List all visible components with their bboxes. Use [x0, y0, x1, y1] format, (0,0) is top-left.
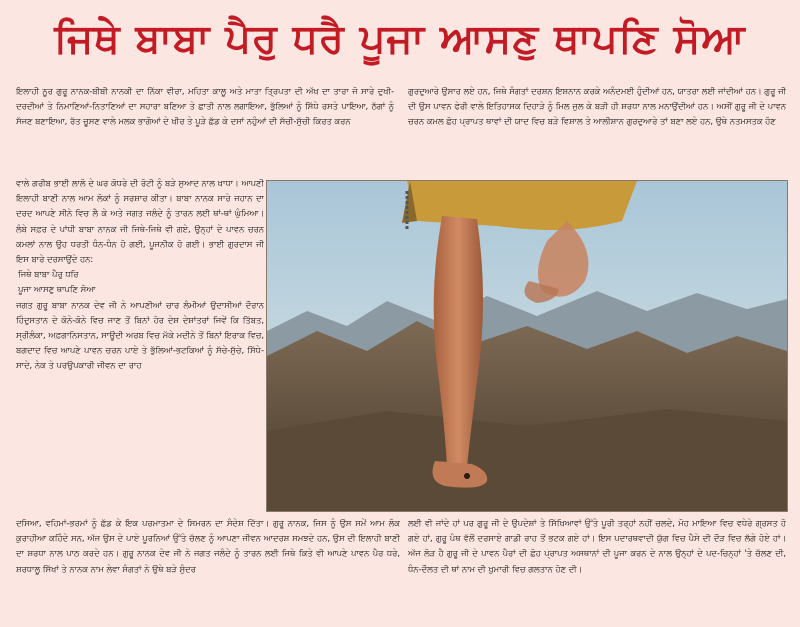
article-column-left-bottom — [16, 516, 400, 622]
paragraph: ਜਗਤ ਗੁਰੂ ਬਾਬਾ ਨਾਨਕ ਦੇਵ ਜੀ ਨੇ ਆਪਣੀਆਂ ਚਾਰ ਲੰਮੀਆਂ ਉਦਾਸੀਆਂ ਦੌਰਾਨ ਹਿੰਦੁਸਤਾਨ ਦੇ ਕੋਨੇ-ਕੋਨੇ ਵਿਚ ਜਾਣ ਤੋਂ ਬਿਨਾਂ ਹੋਰ ਦੇਸ਼ ਦੇਸ਼ਾਂਤਰਾਂ ਜਿਵੇਂ ਕਿ ਤਿੱਬਤ, ਸ੍ਰੀਲੰਕਾ, ਅਫ਼ਗਾਨਿਸਤਾਨ, ਸਾਊਦੀ ਅਰਬ ਵਿਚ ਮੱਕੇ ਮਦੀਨੇ ਤੋਂ ਬਿਨਾਂ ਇਰਾਕ ਵਿਚ, ਬਗਦਾਦ ਵਿਚ ਆਪਣੇ ਪਾਵਨ ਚਰਨ ਪਾਏ ਤੇ ਭੁੱਲਿਆਂ-ਭਟਕਿਆਂ ਨੂੰ ਸੱਚੇ-ਸੁੱਚੇ, ਸਿੱਧੇ-ਸਾਦੇ, ਨੇਕ ਤੇ ਪਰਉਪਕਾਰੀ ਜੀਵਨ ਦਾ ਰਾਹ — [16, 299, 264, 371]
verse-line: ਪੂਜਾ ਆਸਣੁ ਥਾਪਣਿ ਸੋਆ — [18, 284, 96, 295]
article-column-right-bottom — [408, 516, 786, 622]
article-column-left-top — [16, 84, 394, 176]
headline: ਜਿਥੇ ਬਾਬਾ ਪੈਰੁ ਧਰੈ ਪੂਜਾ ਆਸਣੁ ਥਾਪਣਿ ਸੋਆ — [54, 16, 746, 62]
paragraph: ਲਈ ਵੀ ਜਾਂਦੇ ਹਾਂ ਪਰ ਗੁਰੂ ਜੀ ਦੇ ਉਪਦੇਸ਼ਾਂ ਤੇ ਸਿੱਖਿਆਵਾਂ ਉੱਤੇ ਪੂਰੀ ਤਰ੍ਹਾਂ ਨਹੀਂ ਚਲਦੇ, ਮੋਹ ਮਾਇਆ ਵਿਚ ਵਧੇਰੇ ਗ੍ਰਸਤ ਹੋ ਗਏ ਹਾਂ, ਗੁਰੂ ਪੰਥ ਵੱਲੋਂ ਦਰਸਾਏ ਗਾਡੀ ਰਾਹ ਤੋਂ ਭਟਕ ਗਏ ਹਾਂ। ਇਸ ਪਦਾਰਥਵਾਦੀ ਯੁੱਗ ਵਿਚ ਪੈਸੇ ਦੀ ਦੌੜ ਵਿਚ ਲੱਗੇ ਹੋਏ ਹਾਂ। ਅੱਜ ਲੋੜ ਹੈ ਗੁਰੂ ਜੀ ਦੇ ਪਾਵਨ ਪੈਰਾਂ ਦੀ ਛੋਹ ਪ੍ਰਾਪਤ ਅਸਥਾਨਾਂ ਦੀ ਪੂਜਾ ਕਰਨ ਦੇ ਨਾਲ ਉਨ੍ਹਾਂ ਦੇ ਪਦ-ਚਿਨ੍ਹਾਂ 'ਤੇ ਚੱਲਣ ਦੀ, ਧੰਨ-ਦੌਲਤ ਦੀ ਥਾਂ ਨਾਮ ਦੀ ਖ਼ੁਮਾਰੀ ਵਿਚ ਗਲਤਾਨ ਹੋਣ ਦੀ। — [408, 518, 786, 574]
paragraph: ਵਾਲੇ ਗਰੀਬ ਭਾਈ ਲਾਲੋ ਦੇ ਘਰ ਕੋਧਰੇ ਦੀ ਰੋਟੀ ਨੂੰ ਬੜੇ ਸੁਆਦ ਨਾਲ ਖਾਧਾ। ਆਪਣੀ ਇਲਾਹੀ ਬਾਣੀ ਨਾਲ ਆਮ ਲੋਕਾਂ ਨੂੰ ਸਰਸ਼ਾਰ ਕੀਤਾ। ਬਾਬਾ ਨਾਨਕ ਸਾਰੇ ਜਹਾਨ ਦਾ ਦਰਦ ਆਪਣੇ ਸੀਨੇ ਵਿਚ ਲੈ ਕੇ ਅਤੇ ਜਗਤ ਜਲੰਦੇ ਨੂੰ ਤਾਰਨ ਲਈ ਥਾਂ-ਥਾਂ ਘੁੰਮਿਆ। ਲੰਬੇ ਸਫ਼ਰ ਦੇ ਪਾਂਧੀ ਬਾਬਾ ਨਾਨਕ ਜੀ ਜਿਥੇ-ਜਿਥੇ ਵੀ ਗਏ, ਉਨ੍ਹਾਂ ਦੇ ਪਾਵਨ ਚਰਨ ਕਮਲਾਂ ਨਾਲ ਉਹ ਧਰਤੀ ਧੰਨ-ਧੰਨ ਹੋ ਗਈ, ਪੂਜਨੀਕ ਹੋ ਗਈ। ਭਾਈ ਗੁਰਦਾਸ ਜੀ ਇਸ ਬਾਰੇ ਦਰਸਾਉਂਦੇ ਹਨ: — [16, 178, 264, 265]
verse-line: ਜਿਥੇ ਬਾਬਾ ਪੈਰੁ ਧਰਿ — [18, 269, 79, 280]
paragraph: ਗੁਰਦੁਆਰੇ ਉਸਾਰ ਲਏ ਹਨ, ਜਿਥੇ ਸੰਗਤਾਂ ਦਰਸ਼ਨ ਇਸ਼ਨਾਨ ਕਰਕੇ ਅਨੰਦਮਈ ਹੁੰਦੀਆਂ ਹਨ, ਯਾਤਰਾ ਲਈ ਜਾਂਦੀਆਂ ਹਨ। ਗੁਰੂ ਜੀ ਦੀ ਉਸ ਪਾਵਨ ਫੇਰੀ ਵਾਲੇ ਇਤਿਹਾਸਕ ਦਿਹਾੜੇ ਨੂੰ ਮਿਲ ਜੁਲ ਕੇ ਬੜੀ ਹੀ ਸ਼ਰਧਾ ਨਾਲ ਮਨਾਉਂਦੀਆਂ ਹਨ। ਅਸੀਂ ਗੁਰੂ ਜੀ ਦੇ ਪਾਵਨ ਚਰਨ ਕਮਲ ਛੋਹ ਪ੍ਰਾਪਤ ਥਾਵਾਂ ਦੀ ਯਾਦ ਵਿਚ ਬੜੇ ਵਿਸ਼ਾਲ ਤੇ ਆਲੀਸ਼ਾਨ ਗੁਰਦੁਆਰੇ ਤਾਂ ਬਣਾ ਲਏ ਹਨ, ਉਥੇ ਨਤਮਸਤਕ ਹੋਣ — [408, 86, 786, 127]
feature-photo — [266, 180, 788, 512]
walking-feet-illustration — [267, 181, 787, 511]
article-column-left-mid — [16, 176, 264, 516]
paragraph: ਦਸਿਆ, ਵਹਿਮਾਂ-ਭਰਮਾਂ ਨੂੰ ਛੱਡ ਕੇ ਇਕ ਪਰਮਾਤਮਾ ਦੇ ਸਿਮਰਨ ਦਾ ਸੰਦੇਸ਼ ਦਿੱਤਾ। ਗੁਰੂ ਨਾਨਕ, ਜਿਸ ਨੂੰ ਉਸ ਸਮੇਂ ਆਮ ਲੋਕ ਕੁਰਾਹੀਆ ਕਹਿੰਦੇ ਸਨ, ਅੱਜ ਉਸ ਦੇ ਪਾਏ ਪੂਰਨਿਆਂ ਉੱਤੇ ਚੱਲਣ ਨੂੰ ਆਪਣਾ ਜੀਵਨ ਆਦਰਸ਼ ਸਮਝਦੇ ਹਨ, ਉਸ ਦੀ ਇਲਾਹੀ ਬਾਣੀ ਦਾ ਸ਼ਰਧਾ ਨਾਲ ਪਾਠ ਕਰਦੇ ਹਨ। ਗੁਰੂ ਨਾਨਕ ਦੇਵ ਜੀ ਨੇ ਜਗਤ ਜਲੰਦੇ ਨੂੰ ਤਾਰਨ ਲਈ ਜਿਥੇ ਕਿਤੇ ਵੀ ਆਪਣੇ ਪਾਵਨ ਪੈਰ ਧਰੇ, ਸ਼ਰਧਾਲੂ ਸਿੱਖਾਂ ਤੇ ਨਾਨਕ ਨਾਮ ਲੇਵਾ ਸੰਗਤਾਂ ਨੇ ਉਥੇ ਬੜੇ ਸੁੰਦਰ — [16, 518, 400, 574]
paragraph: ਇਲਾਹੀ ਨੂਰ ਗੁਰੂ ਨਾਨਕ-ਬੀਬੀ ਨਾਨਕੀ ਦਾ ਨਿੱਕਾ ਵੀਰਾ, ਮਹਿਤਾ ਕਾਲੂ ਅਤੇ ਮਾਤਾ ਤ੍ਰਿਪਤਾ ਦੀ ਅੱਖ ਦਾ ਤਾਰਾ ਜੋ ਸਾਰੇ ਦੁਖੀ-ਦਰਦੀਆਂ ਤੇ ਨਿਮਾਣਿਆਂ-ਨਿਤਾਣਿਆਂ ਦਾ ਸਹਾਰਾ ਬਣਿਆ ਤੇ ਛਾਤੀ ਨਾਲ ਲਗਾਇਆ, ਭੁੱਲਿਆਂ ਨੂੰ ਸਿੱਧੇ ਰਸਤੇ ਪਾਇਆ, ਠੱਗਾਂ ਨੂੰ ਸੱਜਣ ਬਣਾਇਆ, ਰੱਤ ਚੂਸਣ ਵਾਲੇ ਮਲਕ ਭਾਗੋਆਂ ਦੇ ਖੀਰ ਤੇ ਪੂੜੇ ਛੱਡ ਕੇ ਦਸਾਂ ਨਹੁੰਆਂ ਦੀ ਸੱਚੀ-ਸੁੱਚੀ ਕਿਰਤ ਕਰਨ — [16, 86, 394, 127]
article-column-right-top — [408, 84, 786, 176]
toe-ring — [464, 473, 470, 479]
